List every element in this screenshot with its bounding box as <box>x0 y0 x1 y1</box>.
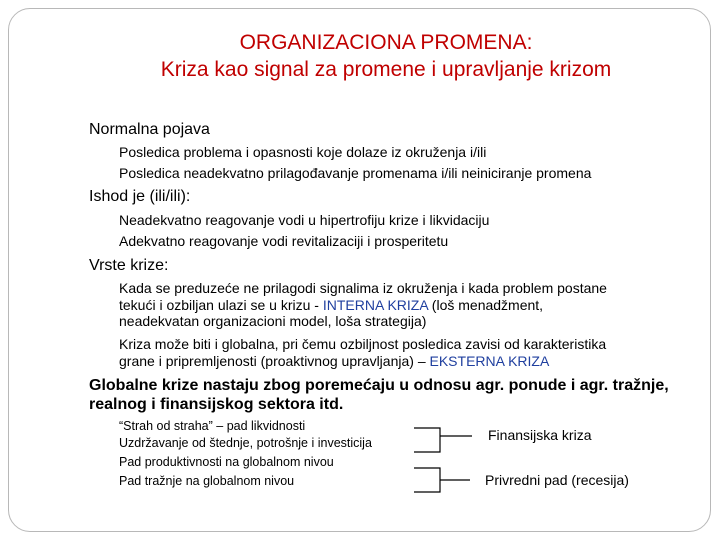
heading-normalna-pojava: Normalna pojava <box>89 121 210 138</box>
eksterna-kriza-text: Kriza može biti i globalna, pri čemu ozbiljnost posledica zavisi od karakteristika grane i pripremljenosti (proaktivnog upravljanja) – EKSTERNA KRIZA <box>119 336 607 369</box>
heading-ishod: Ishod je (ili/ili): <box>89 188 191 205</box>
outcome-finansijska-kriza: Finansijska kriza <box>488 427 592 443</box>
interna-kriza-highlight: INTERNA KRIZA <box>322 296 428 313</box>
list-item: Adekvatno reagovanje vodi revitalizaciji i prosperitetu <box>119 233 449 249</box>
heading-vrste-krize: Vrste krize: <box>89 257 169 274</box>
list-item: Pad tražnje na globalnom nivou <box>119 474 295 488</box>
globalne-krize-text: Globalne krize nastaju zbog poremećaju u odnosu agr. ponude i agr. tražnje, realnog i finansijskog sektora itd. <box>89 377 669 413</box>
list-item: Posledica problema i opasnosti koje dolaze iz okruženja i/ili <box>119 144 487 160</box>
slide-title-line1: ORGANIZACIONA PROMENA: <box>239 31 533 54</box>
slide-title-line2: Kriza kao signal za promene i upravljanje krizom <box>160 58 612 81</box>
bracket-bottom <box>414 468 440 492</box>
list-item: Neadekvatno reagovanje vodi u hipertrofiju krize i likvidaciju <box>119 212 490 228</box>
list-item: Uzdržavanje od štednje, potrošnje i investicija <box>119 436 372 450</box>
eksterna-kriza-highlight: EKSTERNA KRIZA <box>429 352 550 369</box>
list-item: “Strah od straha” – pad likvidnosti <box>119 419 306 433</box>
interna-kriza-text: Kada se preduzeće ne prilagodi signalima iz okruženja i kada problem postane tekući i ozbiljan ulazi se u krizu - INTERNA KRIZA (loš menadžment, neadekvatan organizacioni model, loša strategija) <box>119 280 607 330</box>
list-item: Pad produktivnosti na globalnom nivou <box>119 455 334 469</box>
outcome-privredni-pad: Privredni pad (recesija) <box>485 472 629 488</box>
bracket-top <box>414 428 440 452</box>
list-item: Posledica neadekvatno prilagođavanje promenama i/ili neiniciranje promena <box>119 165 592 181</box>
